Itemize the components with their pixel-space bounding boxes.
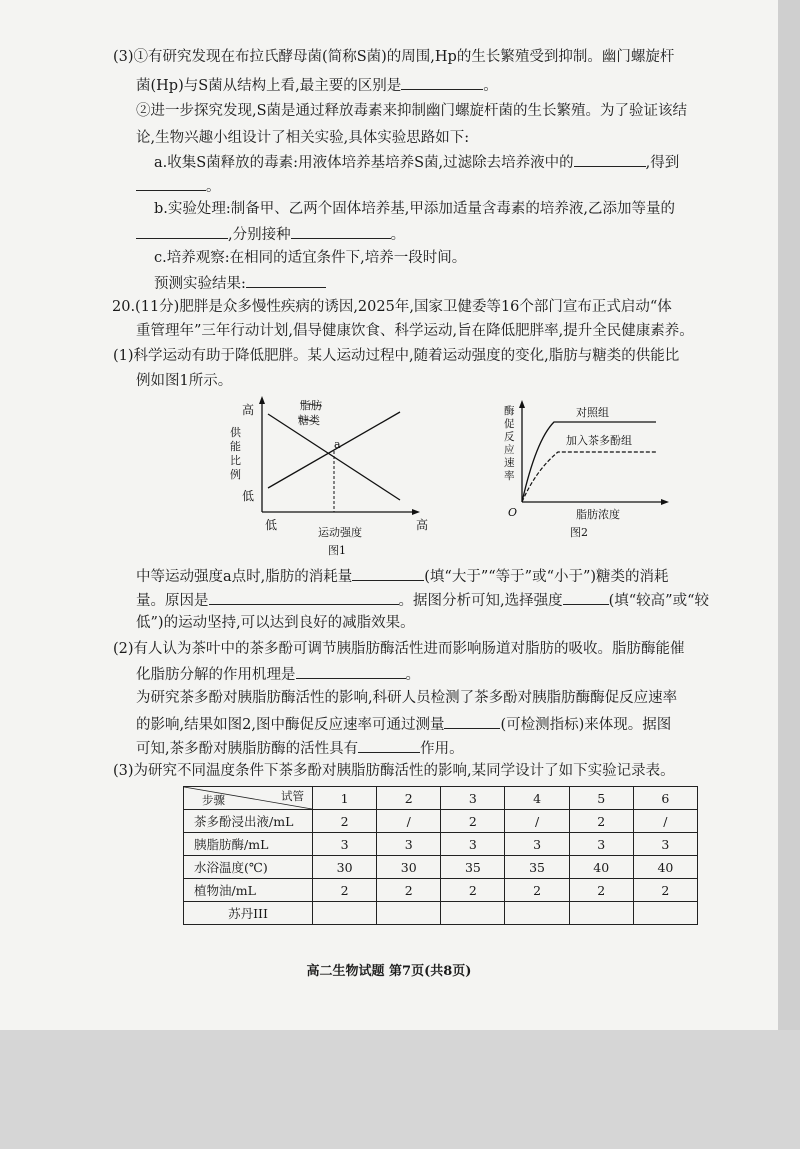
answer-blank[interactable]: [444, 714, 500, 729]
table-cell: 3: [633, 833, 697, 856]
y-arrow: [259, 396, 265, 404]
answer-blank[interactable]: [352, 566, 424, 581]
answer-blank[interactable]: [136, 224, 228, 239]
table-cell: 3: [569, 833, 633, 856]
q19-p3-line2: [136, 75, 498, 95]
table-cell: 3: [313, 833, 377, 856]
row-label: 苏丹III: [184, 902, 313, 925]
text: (可检测指标)来体现。据图: [500, 717, 672, 733]
table-cell: 40: [633, 856, 697, 879]
answer-blank[interactable]: [401, 75, 483, 90]
text: 。: [206, 179, 221, 195]
text: 。: [405, 667, 420, 683]
row-label: 水浴温度(℃): [184, 856, 313, 879]
table-cell: 2: [569, 879, 633, 902]
y-label-2: 能: [230, 440, 241, 453]
q19-p3-line1: (3)①有研究发现在布拉氏酵母菌(简称S菌)的周围,Hp的生长繁殖受到抑制。幽门螺旋杆: [113, 49, 675, 65]
origin: O: [508, 506, 518, 519]
table-cell: /: [505, 810, 569, 833]
q20-s2-line5: [136, 738, 464, 758]
text: 的影响,结果如图2,图中酶促反应速率可通过测量: [136, 717, 445, 733]
text: ,得到: [645, 155, 680, 171]
q20-s1-after1: [136, 566, 669, 586]
legend-sugar: 糖类: [298, 414, 320, 427]
y-label-1: 供: [230, 426, 241, 439]
corner-bottom-label: 步骤: [202, 793, 225, 807]
row-label: 胰脂肪酶/mL: [184, 833, 313, 856]
answer-blank[interactable]: [563, 590, 609, 605]
text: 。: [483, 78, 498, 94]
treat-label: 加入茶多酚组: [566, 434, 632, 447]
table-cell: 35: [505, 856, 569, 879]
tube-header: 1: [313, 787, 377, 810]
q19-p2-line2: 论,生物兴趣小组设计了相关实验,具体实验思路如下:: [136, 130, 470, 146]
text: ,分别接种: [228, 227, 291, 243]
tube-header: 2: [377, 787, 441, 810]
q19-b-line1: b.实验处理:制备甲、乙两个固体培养基,甲添加适量含毒素的培养液,乙添加等量的: [154, 201, 675, 217]
figure-2: [496, 400, 696, 545]
table-row: [184, 810, 698, 833]
table-cell: [313, 902, 377, 925]
answer-blank[interactable]: [136, 176, 206, 191]
text: 。: [390, 227, 406, 243]
answer-blank[interactable]: [574, 152, 646, 167]
table-cell: 2: [313, 810, 377, 833]
q19-predict: [154, 273, 326, 293]
table-cell: [505, 902, 569, 925]
table-cell: 2: [441, 810, 505, 833]
point-a: a: [334, 438, 341, 451]
table-cell: /: [633, 810, 697, 833]
corner-top-label: 试管: [281, 789, 304, 803]
y-label-1: 酶: [504, 405, 515, 417]
x-label: 脂肪浓度: [576, 508, 620, 521]
record-table: [183, 786, 698, 925]
q20-s2-line3: 为研究茶多酚对胰脂肪酶活性的影响,科研人员检测了茶多酚对胰脂肪酶酶促反应速率: [136, 690, 678, 706]
figure-1-caption: 图1: [328, 544, 346, 557]
text: (填“大于”“等于”或“小于”)糖类的消耗: [424, 569, 669, 585]
q20-s2-line1: (2)有人认为茶叶中的茶多酚可调节胰脂肪酶活性进而影响肠道对脂肪的吸收。脂肪酶能催: [113, 641, 685, 657]
x-high: 高: [416, 518, 429, 532]
table-cell: [441, 902, 505, 925]
table-cell: 2: [505, 879, 569, 902]
text: (填“较高”或“较: [608, 593, 710, 609]
table-cell: 40: [569, 856, 633, 879]
table-row: [184, 879, 698, 902]
table-cell: 2: [313, 879, 377, 902]
table-row: [184, 856, 698, 879]
tube-header: 6: [633, 787, 697, 810]
q19-c-line1: c.培养观察:在相同的适宜条件下,培养一段时间。: [154, 250, 467, 266]
table-cell: 2: [569, 810, 633, 833]
q20-intro1: 20.(11分)肥胖是众多慢性疾病的诱因,2025年,国家卫健委等16个部门宣布正式启动“体: [112, 299, 672, 315]
y-label-4: 应: [504, 444, 515, 456]
tube-header: 3: [441, 787, 505, 810]
text: 可知,茶多酚对胰脂肪酶的活性具有: [136, 741, 359, 757]
x-arrow: [412, 509, 420, 515]
answer-blank[interactable]: [296, 664, 406, 679]
answer-blank[interactable]: [291, 224, 391, 239]
x-arrow: [661, 499, 669, 505]
text: 量。原因是: [136, 593, 209, 609]
x-low: 低: [265, 518, 278, 532]
q20-s1-line1: (1)科学运动有助于降低肥胖。某人运动过程中,随着运动强度的变化,脂肪与糖类的供能比: [113, 348, 680, 364]
table-row: [184, 902, 698, 925]
table-cell: 2: [377, 879, 441, 902]
y-label-6: 率: [504, 470, 515, 482]
answer-blank[interactable]: [358, 738, 420, 753]
table-cell: 3: [377, 833, 441, 856]
legend-fat: 脂肪: [300, 399, 322, 412]
table-cell: [377, 902, 441, 925]
tube-header: 5: [569, 787, 633, 810]
y-low: 低: [242, 489, 255, 503]
text: a.收集S菌释放的毒素:用液体培养基培养S菌,过滤除去培养液中的: [154, 155, 574, 171]
table-cell: 3: [441, 833, 505, 856]
table-cell: 35: [441, 856, 505, 879]
q20-s2-line4: [136, 714, 671, 734]
text: 。据图分析可知,选择强度: [398, 593, 563, 609]
y-label-5: 速: [504, 457, 515, 469]
table-cell: /: [377, 810, 441, 833]
y-label-2: 促: [504, 418, 515, 430]
q20-s3-line1: (3)为研究不同温度条件下茶多酚对胰脂肪酶活性的影响,某同学设计了如下实验记录表。: [113, 763, 675, 779]
table-cell: 2: [441, 879, 505, 902]
y-high: 高: [242, 403, 255, 417]
row-label: 茶多酚浸出液/mL: [184, 810, 313, 833]
text: 预测实验结果:: [154, 276, 246, 292]
y-label-4: 例: [230, 468, 241, 481]
q19-a-line1: [154, 152, 679, 172]
q20-s1-line2: 例如图1所示。: [136, 373, 233, 389]
answer-blank[interactable]: [209, 590, 399, 605]
table-row: [184, 833, 698, 856]
q20-s2-line2: [136, 664, 420, 684]
table-cell: [633, 902, 697, 925]
row-label: 植物油/mL: [184, 879, 313, 902]
q20-s1-after2: [136, 590, 709, 610]
q19-p2-line1: ②进一步探究发现,S菌是通过释放毒素来抑制幽门螺旋杆菌的生长繁殖。为了验证该结: [136, 103, 688, 119]
page-footer: 高二生物试题 第7页(共8页): [306, 964, 472, 979]
text: 菌(Hp)与S菌从结构上看,最主要的区别是: [136, 78, 402, 94]
scan-background: [0, 1030, 800, 1149]
x-label: 运动强度: [318, 526, 362, 539]
table-cell: 30: [377, 856, 441, 879]
q20-intro2: 重管理年”三年行动计划,倡导健康饮食、科学运动,旨在降低肥胖率,提升全民健康素养。: [136, 323, 694, 339]
text: 作用。: [420, 741, 464, 757]
table-cell: 30: [313, 856, 377, 879]
page-edge-shadow: [778, 0, 800, 1030]
control-label: 对照组: [576, 406, 609, 419]
tea-polyphenol-curve: [522, 452, 656, 502]
figure-2-caption: 图2: [570, 526, 588, 539]
figure-1: [210, 392, 450, 560]
q20-s1-after3: 低”)的运动坚持,可以达到良好的减脂效果。: [136, 615, 415, 631]
tube-header: 4: [505, 787, 569, 810]
y-label-3: 比: [230, 454, 241, 467]
y-arrow: [519, 400, 525, 408]
text: 化脂肪分解的作用机理是: [136, 667, 296, 683]
q19-b-line2: [136, 224, 405, 244]
y-label-3: 反: [504, 431, 515, 443]
q19-a-line2: [136, 176, 221, 196]
answer-blank[interactable]: [246, 273, 326, 288]
text: 中等运动强度a点时,脂肪的消耗量: [136, 569, 353, 585]
corner-cell: [184, 787, 313, 810]
table-cell: 2: [633, 879, 697, 902]
table-cell: [569, 902, 633, 925]
table-header-row: [184, 787, 698, 810]
table-cell: 3: [505, 833, 569, 856]
